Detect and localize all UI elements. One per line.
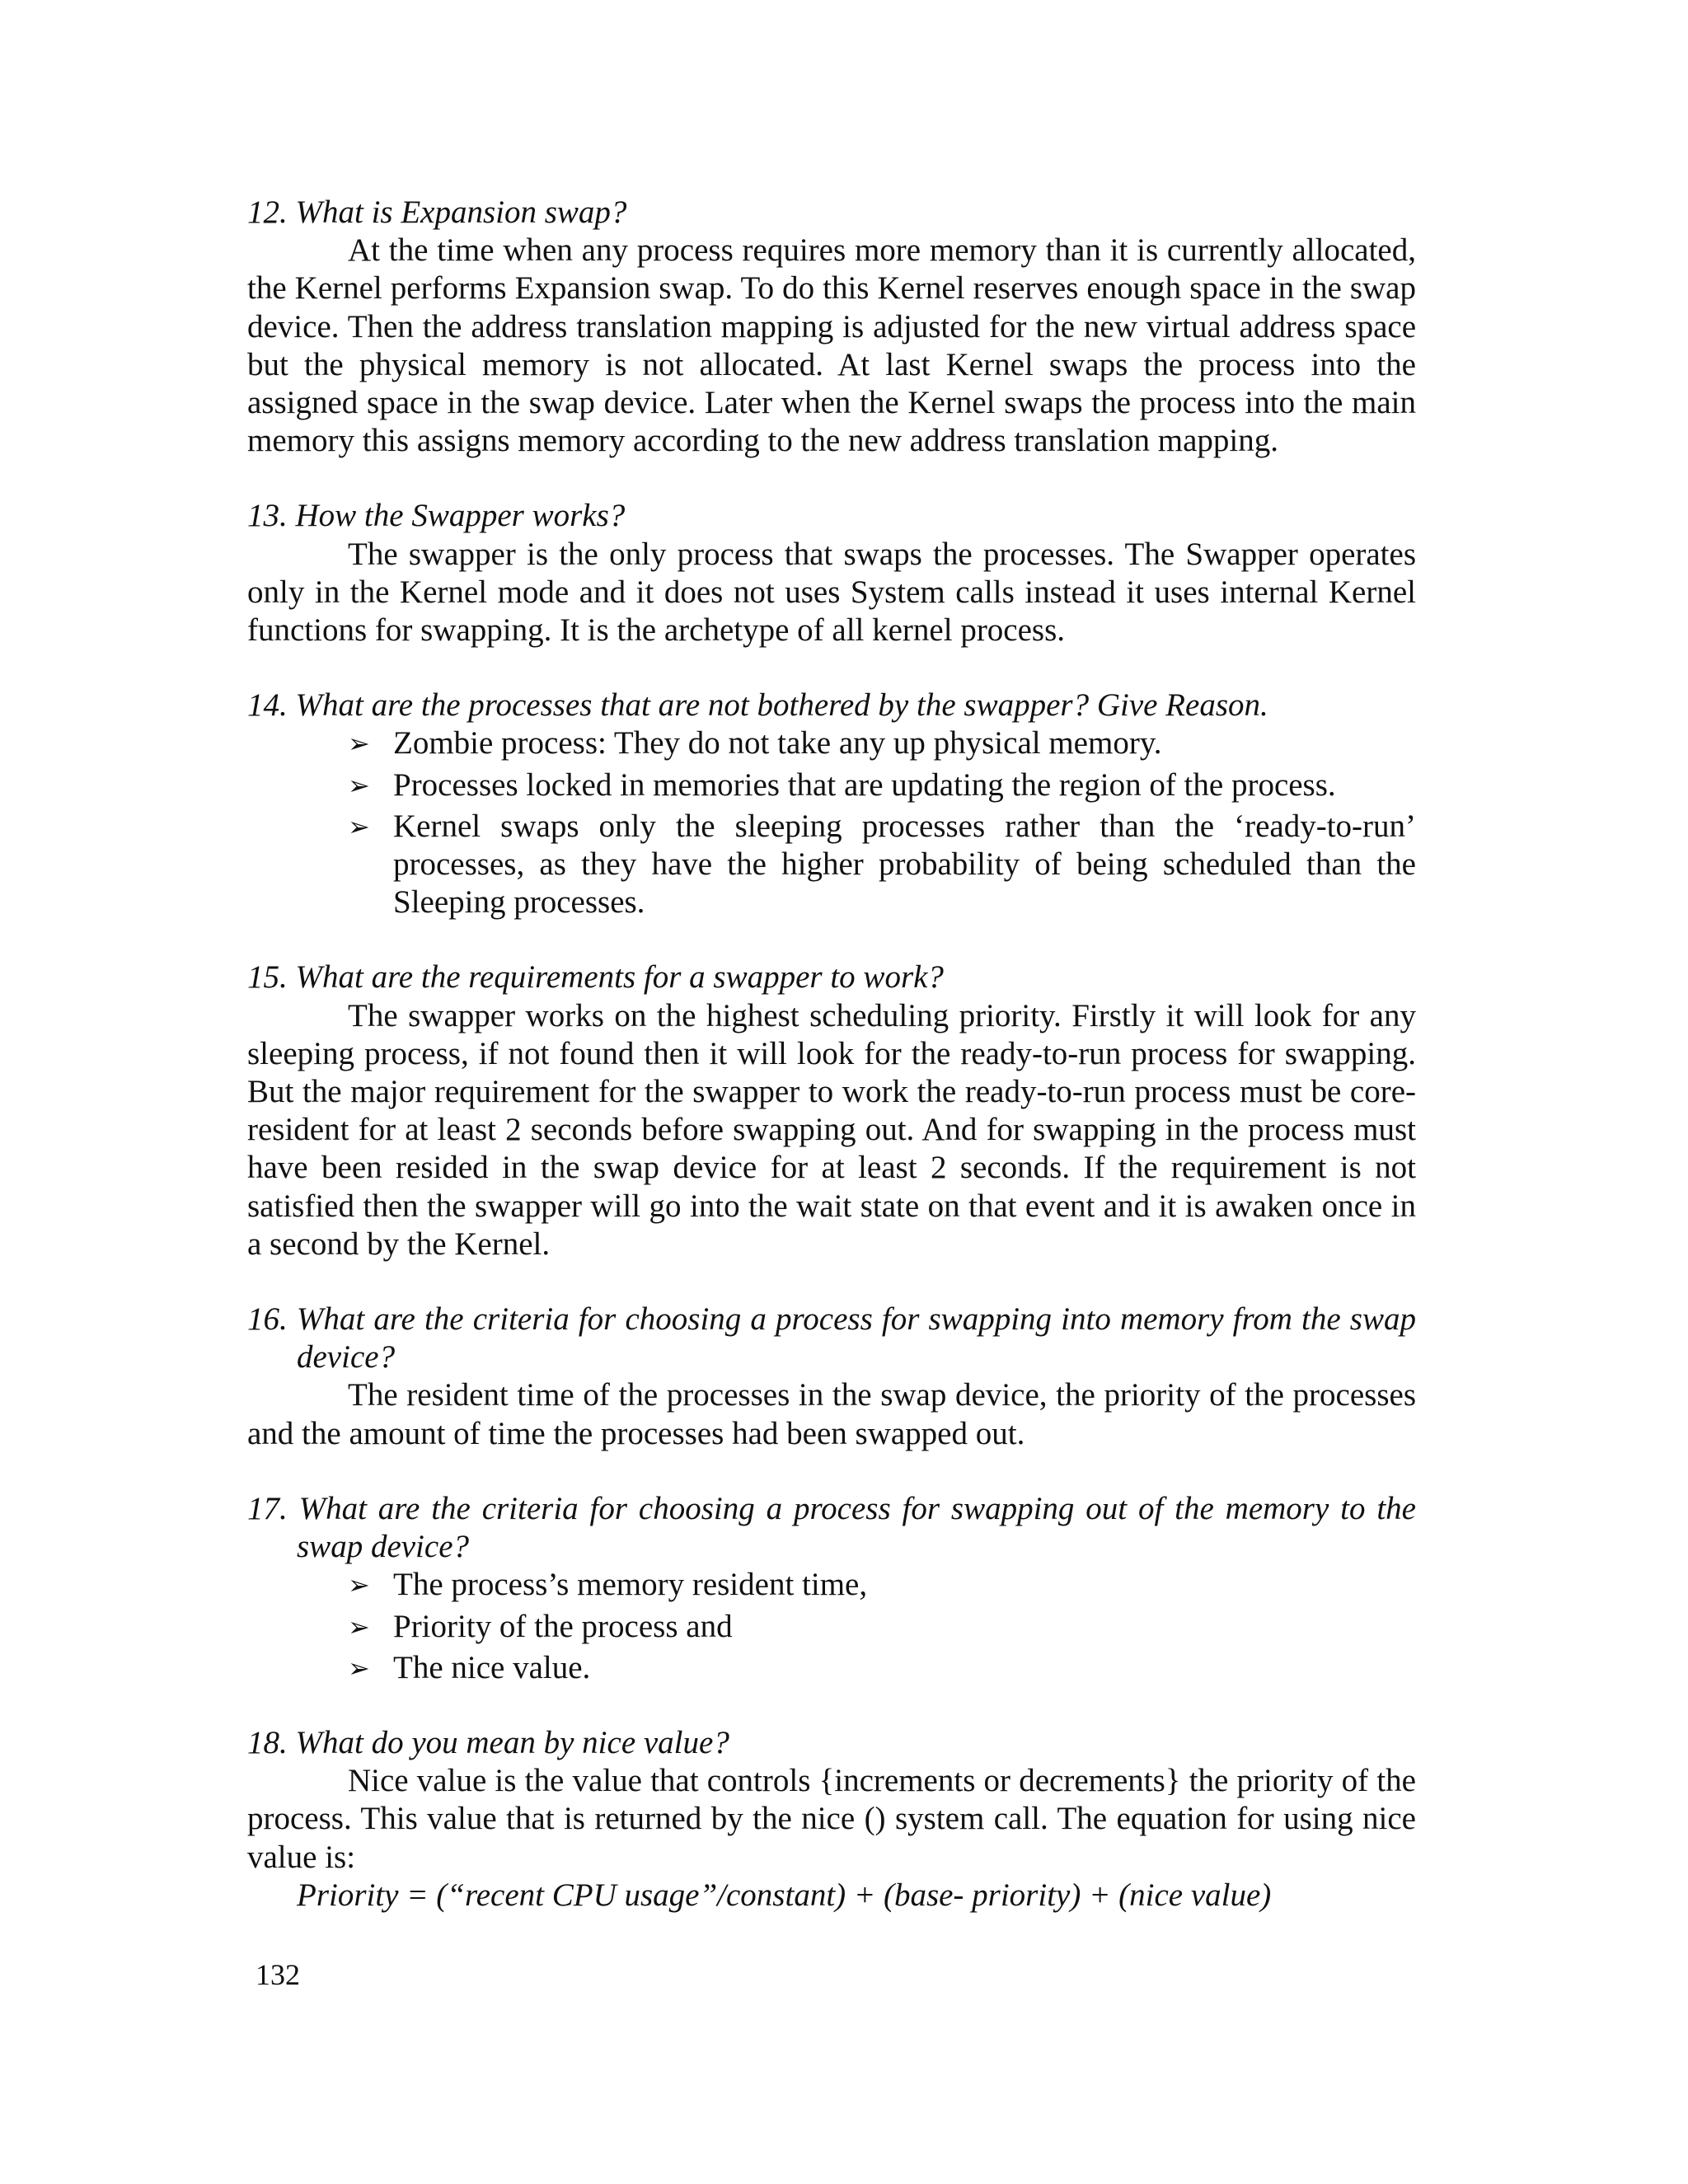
list-item bbox=[348, 1608, 1416, 1646]
section-16 bbox=[247, 1301, 1416, 1453]
section-17 bbox=[247, 1490, 1416, 1687]
list-item-text: The nice value. bbox=[393, 1649, 591, 1685]
section-18 bbox=[247, 1724, 1416, 1915]
list-item bbox=[348, 766, 1416, 804]
question-heading: 18. What do you mean by nice value? bbox=[247, 1724, 729, 1760]
bullet-list bbox=[247, 1566, 1416, 1687]
question-heading: 13. How the Swapper works? bbox=[247, 498, 626, 534]
list-item-text: Priority of the process and bbox=[393, 1608, 733, 1644]
list-item-text: Kernel swaps only the sleeping processes rather than the ‘ready-to-run’ processes, as they have the higher probability of being scheduled than the Sleeping processes. bbox=[393, 808, 1416, 921]
list-item bbox=[348, 808, 1416, 922]
answer-paragraph: The resident time of the processes in the swap device, the priority of the processes and the amount of time the processes had been swapped out. bbox=[247, 1377, 1416, 1451]
section-15 bbox=[247, 958, 1416, 1263]
answer-paragraph: The swapper works on the highest scheduling priority. Firstly it will look for any sleeping process, if not found then it will look for the ready-to-run process for swapping. But the major requirement for the swapper to work the ready-to-run process must be core-resident for at least 2 seconds before swapping out. And for swapping in the process must have been resided in the swap device for at least 2 seconds. If the requirement is not satisfied then the swapper will go into the wait state on that event and it is awaken once in a second by the Kernel. bbox=[247, 997, 1416, 1262]
list-item-text: Processes locked in memories that are updating the region of the process. bbox=[393, 766, 1336, 803]
list-item bbox=[348, 1649, 1416, 1687]
arrow-bullet-icon: ➢ bbox=[348, 1611, 370, 1642]
answer-paragraph: Nice value is the value that controls {increments or decrements} the priority of the process. This value that is returned by the nice () system call. The equation for using nice value is: bbox=[247, 1763, 1416, 1875]
priority-formula: Priority = (“recent CPU usage”/constant) + (base- priority) + (nice value) bbox=[297, 1877, 1272, 1913]
arrow-bullet-icon: ➢ bbox=[348, 1570, 370, 1601]
answer-paragraph: The swapper is the only process that swaps the processes. The Swapper operates only in the Kernel mode and it does not uses System calls instead it uses internal Kernel functions for swapping. It is the archetype of all kernel process. bbox=[247, 536, 1416, 649]
list-item bbox=[348, 724, 1416, 762]
section-12 bbox=[247, 194, 1416, 460]
question-heading: 17. What are the criteria for choosing a process for swapping out of the memory to the swap device? bbox=[247, 1490, 1416, 1565]
arrow-bullet-icon: ➢ bbox=[348, 770, 370, 800]
section-14 bbox=[247, 687, 1416, 921]
arrow-bullet-icon: ➢ bbox=[348, 811, 370, 841]
question-heading: 15. What are the requirements for a swapper to work? bbox=[247, 959, 944, 996]
question-heading: 14. What are the processes that are not bothered by the swapper? Give Reason. bbox=[247, 687, 1268, 724]
bullet-list bbox=[247, 724, 1416, 921]
page-number: 132 bbox=[256, 1958, 300, 1991]
arrow-bullet-icon: ➢ bbox=[348, 1652, 370, 1683]
answer-paragraph: At the time when any process requires more memory than it is currently allocated, the Kernel performs Expansion swap. To do this Kernel reserves enough space in the swap device. Then the address translation mapping is adjusted for the new virtual address space but the physical memory is not allocated. At last Kernel swaps the process into the assigned space in the swap device. Later when the Kernel swaps the process into the main memory this assigns memory according to the new address translation mapping. bbox=[247, 232, 1416, 459]
document-page bbox=[247, 194, 1416, 1952]
question-heading: 12. What is Expansion swap? bbox=[247, 194, 627, 230]
section-13 bbox=[247, 497, 1416, 649]
list-item bbox=[348, 1566, 1416, 1604]
list-item-text: The process’s memory resident time, bbox=[393, 1567, 868, 1603]
arrow-bullet-icon: ➢ bbox=[348, 729, 370, 759]
list-item-text: Zombie process: They do not take any up physical memory. bbox=[393, 725, 1162, 762]
question-heading: 16. What are the criteria for choosing a process for swapping into memory from the swap device? bbox=[247, 1301, 1416, 1376]
